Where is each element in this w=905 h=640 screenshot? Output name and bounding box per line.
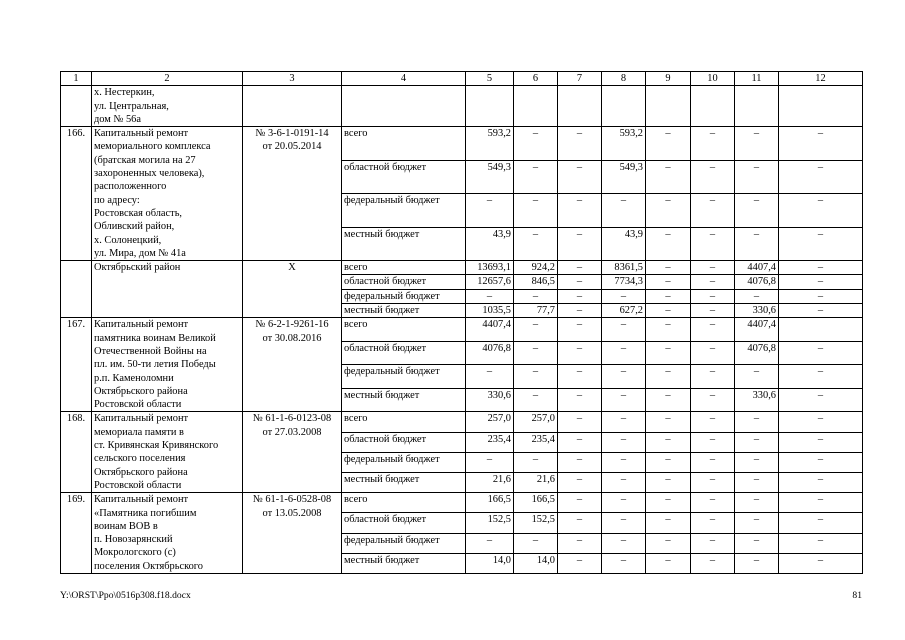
value-cell: – bbox=[646, 289, 691, 303]
row-number-cell: 167. bbox=[61, 318, 92, 412]
value-cell: – bbox=[779, 275, 863, 289]
funding-source-cell: федеральный бюджет bbox=[342, 194, 466, 227]
object-name-line: по адресу: bbox=[94, 194, 140, 206]
value-cell: 924,2 bbox=[514, 261, 558, 275]
value-cell: – bbox=[558, 365, 602, 389]
document-cell bbox=[243, 127, 342, 261]
value-cell: 4407,4 bbox=[735, 318, 779, 342]
value-cell: – bbox=[514, 194, 558, 227]
object-name-line: ул. Центральная, bbox=[94, 100, 169, 112]
value-cell: – bbox=[466, 365, 514, 389]
object-name-line: сельского поселения bbox=[94, 453, 186, 465]
object-name-line: Мокрологского (с) bbox=[94, 547, 176, 559]
value-cell: 21,6 bbox=[514, 472, 558, 492]
funding-source-cell: всего bbox=[342, 412, 466, 432]
value-cell: – bbox=[514, 289, 558, 303]
value-cell: 627,2 bbox=[602, 304, 646, 318]
value-cell: 14,0 bbox=[466, 553, 514, 573]
value-cell: – bbox=[558, 472, 602, 492]
value-cell: – bbox=[558, 452, 602, 472]
budget-table bbox=[60, 71, 863, 574]
funding-source-cell: местный бюджет bbox=[342, 304, 466, 318]
value-cell: 593,2 bbox=[466, 127, 514, 160]
value-cell: – bbox=[735, 472, 779, 492]
table-row bbox=[61, 86, 863, 127]
value-cell: – bbox=[691, 388, 735, 412]
header-cell: 2 bbox=[92, 72, 243, 86]
value-cell: – bbox=[646, 127, 691, 160]
value-cell: 7734,3 bbox=[602, 275, 646, 289]
document-cell bbox=[243, 493, 342, 574]
value-cell: – bbox=[602, 533, 646, 553]
value-cell: 43,9 bbox=[466, 227, 514, 261]
value-cell: 166,5 bbox=[466, 493, 514, 513]
table-header bbox=[61, 72, 863, 86]
document-line: № 6-2-1-9261-16 bbox=[255, 319, 329, 331]
table-body bbox=[61, 86, 863, 574]
value-cell: – bbox=[779, 289, 863, 303]
value-cell: – bbox=[691, 533, 735, 553]
funding-source-cell: областной бюджет bbox=[342, 341, 466, 365]
funding-source-cell: всего bbox=[342, 493, 466, 513]
object-name-line: дом № 56а bbox=[94, 113, 141, 125]
value-cell: – bbox=[646, 472, 691, 492]
value-cell: 257,0 bbox=[466, 412, 514, 432]
value-cell: – bbox=[779, 513, 863, 533]
value-cell: 330,6 bbox=[735, 388, 779, 412]
value-cell: – bbox=[735, 365, 779, 389]
value-cell: – bbox=[779, 553, 863, 573]
value-cell: – bbox=[602, 318, 646, 342]
value-cell: – bbox=[779, 452, 863, 472]
value-cell: – bbox=[646, 432, 691, 452]
value-cell: – bbox=[558, 432, 602, 452]
value-cell: – bbox=[558, 304, 602, 318]
value-cell: – bbox=[646, 194, 691, 227]
value-cell: 14,0 bbox=[514, 553, 558, 573]
value-cell: – bbox=[558, 533, 602, 553]
object-name-line: п. Новозарянский bbox=[94, 534, 173, 546]
source-cell bbox=[342, 86, 466, 127]
value-cell: – bbox=[691, 160, 735, 193]
value-cell: – bbox=[558, 227, 602, 261]
value-cell: – bbox=[691, 432, 735, 452]
object-name-line: Капитальный ремонт bbox=[94, 494, 189, 506]
document-line: Х bbox=[288, 262, 296, 274]
funding-source-cell: местный бюджет bbox=[342, 553, 466, 573]
object-name-line: расположенного bbox=[94, 181, 167, 193]
document-cell bbox=[243, 86, 342, 127]
value-cell: – bbox=[558, 289, 602, 303]
funding-source-cell: областной бюджет bbox=[342, 275, 466, 289]
value-cell: 257,0 bbox=[514, 412, 558, 432]
header-cell: 7 bbox=[558, 72, 602, 86]
value-cell: 235,4 bbox=[466, 432, 514, 452]
object-name-line: (братская могила на 27 bbox=[94, 154, 196, 166]
object-name-line: Ростовская область, bbox=[94, 207, 183, 219]
funding-source-cell: всего bbox=[342, 127, 466, 160]
value-cell: – bbox=[514, 341, 558, 365]
value-cell: – bbox=[558, 127, 602, 160]
document-line: № 61-1-6-0123-08 bbox=[252, 413, 332, 425]
object-name-line: р.п. Каменоломни bbox=[94, 372, 174, 384]
value-cell: – bbox=[691, 553, 735, 573]
document-line: от 20.05.2014 bbox=[262, 141, 322, 153]
header-cell: 6 bbox=[514, 72, 558, 86]
object-name-line: х. Солонецкий, bbox=[94, 234, 162, 246]
value-cell: – bbox=[691, 318, 735, 342]
value-cell: 593,2 bbox=[602, 127, 646, 160]
object-name-line: Октябрьский район bbox=[94, 262, 181, 274]
header-cell: 11 bbox=[735, 72, 779, 86]
value-cell: – bbox=[558, 261, 602, 275]
header-cell: 3 bbox=[243, 72, 342, 86]
object-name-line: ст. Кривянская Кривянского bbox=[94, 440, 219, 452]
object-name-line: ул. Мира, дом № 41а bbox=[94, 247, 186, 259]
value-cell: – bbox=[466, 289, 514, 303]
value-cell: – bbox=[779, 412, 863, 432]
value-cell: – bbox=[691, 289, 735, 303]
funding-source-cell: местный бюджет bbox=[342, 227, 466, 261]
value-cell: – bbox=[779, 365, 863, 389]
row-number-cell: 168. bbox=[61, 412, 92, 493]
table-row bbox=[61, 318, 863, 342]
value-cell: – bbox=[514, 388, 558, 412]
value-cell: 152,5 bbox=[466, 513, 514, 533]
value-cell: 846,5 bbox=[514, 275, 558, 289]
value-cell: 166,5 bbox=[514, 493, 558, 513]
funding-source-cell: всего bbox=[342, 261, 466, 275]
value-cell: – bbox=[779, 261, 863, 275]
value-cell: – bbox=[514, 160, 558, 193]
value-cell: – bbox=[779, 194, 863, 227]
header-cell: 12 bbox=[779, 72, 863, 86]
value-cell: – bbox=[558, 275, 602, 289]
object-name-line: мемориала памяти в bbox=[94, 426, 184, 438]
funding-source-cell: федеральный бюджет bbox=[342, 365, 466, 389]
value-cell: – bbox=[691, 227, 735, 261]
object-name-cell bbox=[92, 127, 243, 261]
value-cell: – bbox=[514, 452, 558, 472]
value-cell: – bbox=[466, 194, 514, 227]
value-cell: – bbox=[558, 341, 602, 365]
value-cell: – bbox=[602, 341, 646, 365]
document-line: № 61-1-6-0528-08 bbox=[252, 494, 332, 506]
value-cell: – bbox=[646, 227, 691, 261]
value-cell: – bbox=[691, 194, 735, 227]
value-cell: – bbox=[602, 553, 646, 573]
row-number-cell bbox=[61, 86, 92, 127]
funding-source-cell: областной бюджет bbox=[342, 432, 466, 452]
value-cell: – bbox=[691, 127, 735, 160]
value-cell: – bbox=[602, 412, 646, 432]
value-cell: – bbox=[691, 365, 735, 389]
value-cell: 330,6 bbox=[466, 388, 514, 412]
value-cell: – bbox=[646, 304, 691, 318]
value-cell: – bbox=[691, 412, 735, 432]
value-cell: – bbox=[602, 365, 646, 389]
value-cell: 549,3 bbox=[466, 160, 514, 193]
object-name-cell bbox=[92, 86, 243, 127]
value-cell: – bbox=[691, 513, 735, 533]
value-cell: – bbox=[735, 289, 779, 303]
object-name-line: пл. им. 50-ти летия Победы bbox=[94, 359, 216, 371]
value-cell: – bbox=[558, 493, 602, 513]
object-name-line: воинам ВОВ в bbox=[94, 520, 158, 532]
object-name-line: захороненных человека), bbox=[94, 168, 205, 180]
value-cell: – bbox=[735, 227, 779, 261]
value-cell: – bbox=[779, 304, 863, 318]
value-cell: – bbox=[691, 275, 735, 289]
value-cell: – bbox=[646, 318, 691, 342]
funding-source-cell: федеральный бюджет bbox=[342, 289, 466, 303]
value-cell: – bbox=[514, 227, 558, 261]
value-cell: 12657,6 bbox=[466, 275, 514, 289]
object-name-cell bbox=[92, 318, 243, 412]
document-cell bbox=[243, 318, 342, 412]
funding-source-cell: федеральный бюджет bbox=[342, 452, 466, 472]
value-cell: – bbox=[691, 261, 735, 275]
document-cell bbox=[243, 261, 342, 318]
value-cell: – bbox=[691, 452, 735, 472]
value-cell: – bbox=[466, 533, 514, 553]
value-cell bbox=[779, 86, 863, 127]
object-name-line: Ростовской области bbox=[94, 479, 182, 491]
value-cell: 43,9 bbox=[602, 227, 646, 261]
value-cell: – bbox=[558, 513, 602, 533]
value-cell bbox=[735, 86, 779, 127]
value-cell: – bbox=[646, 261, 691, 275]
value-cell: 235,4 bbox=[514, 432, 558, 452]
value-cell: – bbox=[558, 553, 602, 573]
value-cell: – bbox=[691, 304, 735, 318]
table-row bbox=[61, 127, 863, 160]
value-cell: – bbox=[646, 341, 691, 365]
value-cell: – bbox=[602, 289, 646, 303]
document-cell bbox=[243, 412, 342, 493]
value-cell: – bbox=[646, 160, 691, 193]
value-cell: – bbox=[514, 318, 558, 342]
value-cell: – bbox=[602, 194, 646, 227]
value-cell: 77,7 bbox=[514, 304, 558, 318]
value-cell: 4076,8 bbox=[735, 275, 779, 289]
value-cell: – bbox=[735, 513, 779, 533]
value-cell: – bbox=[514, 533, 558, 553]
object-name-line: мемориального комплекса bbox=[94, 141, 211, 153]
value-cell bbox=[466, 86, 514, 127]
object-name-line: Октябрьского района bbox=[94, 385, 188, 397]
row-number-cell bbox=[61, 261, 92, 318]
object-name-cell bbox=[92, 261, 243, 318]
value-cell: 1035,5 bbox=[466, 304, 514, 318]
value-cell: – bbox=[602, 432, 646, 452]
header-row bbox=[61, 72, 863, 86]
table-row bbox=[61, 412, 863, 432]
row-number-cell: 169. bbox=[61, 493, 92, 574]
value-cell: – bbox=[735, 452, 779, 472]
value-cell: – bbox=[514, 127, 558, 160]
value-cell: – bbox=[558, 318, 602, 342]
value-cell: – bbox=[735, 553, 779, 573]
value-cell: 152,5 bbox=[514, 513, 558, 533]
value-cell: – bbox=[646, 275, 691, 289]
value-cell: – bbox=[735, 160, 779, 193]
value-cell: – bbox=[735, 194, 779, 227]
object-name-line: «Памятника погибшим bbox=[94, 507, 197, 519]
value-cell bbox=[602, 86, 646, 127]
value-cell: 8361,5 bbox=[602, 261, 646, 275]
value-cell: – bbox=[779, 341, 863, 365]
value-cell: – bbox=[646, 553, 691, 573]
footer-page-number: 81 bbox=[852, 590, 862, 601]
value-cell: 21,6 bbox=[466, 472, 514, 492]
value-cell: – bbox=[602, 388, 646, 412]
object-name-line: Капитальный ремонт bbox=[94, 319, 189, 331]
value-cell: – bbox=[558, 412, 602, 432]
funding-source-cell: всего bbox=[342, 318, 466, 342]
object-name-line: х. Нестеркин, bbox=[94, 87, 155, 99]
value-cell: – bbox=[558, 160, 602, 193]
value-cell: – bbox=[691, 341, 735, 365]
document-line: от 30.08.2016 bbox=[262, 332, 322, 344]
value-cell: – bbox=[558, 388, 602, 412]
value-cell bbox=[691, 86, 735, 127]
value-cell bbox=[779, 318, 863, 342]
table-row bbox=[61, 493, 863, 513]
table-row bbox=[61, 261, 863, 275]
value-cell: – bbox=[602, 472, 646, 492]
document-line: от 13.05.2008 bbox=[262, 507, 322, 519]
funding-source-cell: федеральный бюджет bbox=[342, 533, 466, 553]
value-cell: 4076,8 bbox=[466, 341, 514, 365]
object-name-cell bbox=[92, 412, 243, 493]
object-name-line: Капитальный ремонт bbox=[94, 413, 189, 425]
value-cell: – bbox=[735, 533, 779, 553]
object-name-line: Отечественной Войны на bbox=[94, 345, 207, 357]
value-cell: – bbox=[779, 388, 863, 412]
object-name-line: Обливский район, bbox=[94, 221, 175, 233]
value-cell: – bbox=[646, 513, 691, 533]
object-name-line: Ростовской области bbox=[94, 399, 182, 411]
value-cell: – bbox=[779, 160, 863, 193]
value-cell: – bbox=[646, 365, 691, 389]
value-cell: – bbox=[691, 493, 735, 513]
value-cell: – bbox=[735, 127, 779, 160]
object-name-line: поселения Октябрьского bbox=[94, 560, 204, 572]
value-cell: 330,6 bbox=[735, 304, 779, 318]
object-name-cell bbox=[92, 493, 243, 574]
value-cell bbox=[646, 86, 691, 127]
value-cell: – bbox=[558, 194, 602, 227]
document-line: от 27.03.2008 bbox=[262, 426, 322, 438]
value-cell: – bbox=[514, 365, 558, 389]
header-cell: 1 bbox=[61, 72, 92, 86]
value-cell: – bbox=[646, 412, 691, 432]
value-cell: – bbox=[735, 432, 779, 452]
value-cell: 4407,4 bbox=[466, 318, 514, 342]
value-cell: – bbox=[779, 432, 863, 452]
value-cell: – bbox=[646, 493, 691, 513]
object-name-line: памятника воинам Великой bbox=[94, 332, 216, 344]
value-cell: – bbox=[735, 493, 779, 513]
header-cell: 4 bbox=[342, 72, 466, 86]
footer-file-path: Y:\ORST\Ppo\0516p308.f18.docx bbox=[60, 590, 191, 601]
header-cell: 10 bbox=[691, 72, 735, 86]
header-cell: 9 bbox=[646, 72, 691, 86]
object-name-line: Октябрьского района bbox=[94, 466, 188, 478]
value-cell: – bbox=[691, 472, 735, 492]
value-cell: – bbox=[646, 388, 691, 412]
value-cell bbox=[514, 86, 558, 127]
row-number-cell: 166. bbox=[61, 127, 92, 261]
value-cell: 13693,1 bbox=[466, 261, 514, 275]
value-cell: 549,3 bbox=[602, 160, 646, 193]
header-cell: 5 bbox=[466, 72, 514, 86]
header-cell: 8 bbox=[602, 72, 646, 86]
value-cell: – bbox=[646, 533, 691, 553]
funding-source-cell: областной бюджет bbox=[342, 160, 466, 193]
value-cell: – bbox=[602, 452, 646, 472]
value-cell: – bbox=[779, 127, 863, 160]
value-cell: – bbox=[602, 513, 646, 533]
value-cell: – bbox=[735, 412, 779, 432]
funding-source-cell: местный бюджет bbox=[342, 472, 466, 492]
value-cell: – bbox=[779, 472, 863, 492]
document-line: № 3-6-1-0191-14 bbox=[255, 128, 329, 140]
value-cell: – bbox=[779, 493, 863, 513]
value-cell: – bbox=[466, 452, 514, 472]
object-name-line: Капитальный ремонт bbox=[94, 128, 189, 140]
value-cell: – bbox=[646, 452, 691, 472]
funding-source-cell: местный бюджет bbox=[342, 388, 466, 412]
value-cell: – bbox=[779, 227, 863, 261]
funding-source-cell: областной бюджет bbox=[342, 513, 466, 533]
value-cell: – bbox=[779, 533, 863, 553]
value-cell bbox=[558, 86, 602, 127]
value-cell: 4076,8 bbox=[735, 341, 779, 365]
value-cell: – bbox=[602, 493, 646, 513]
value-cell: 4407,4 bbox=[735, 261, 779, 275]
